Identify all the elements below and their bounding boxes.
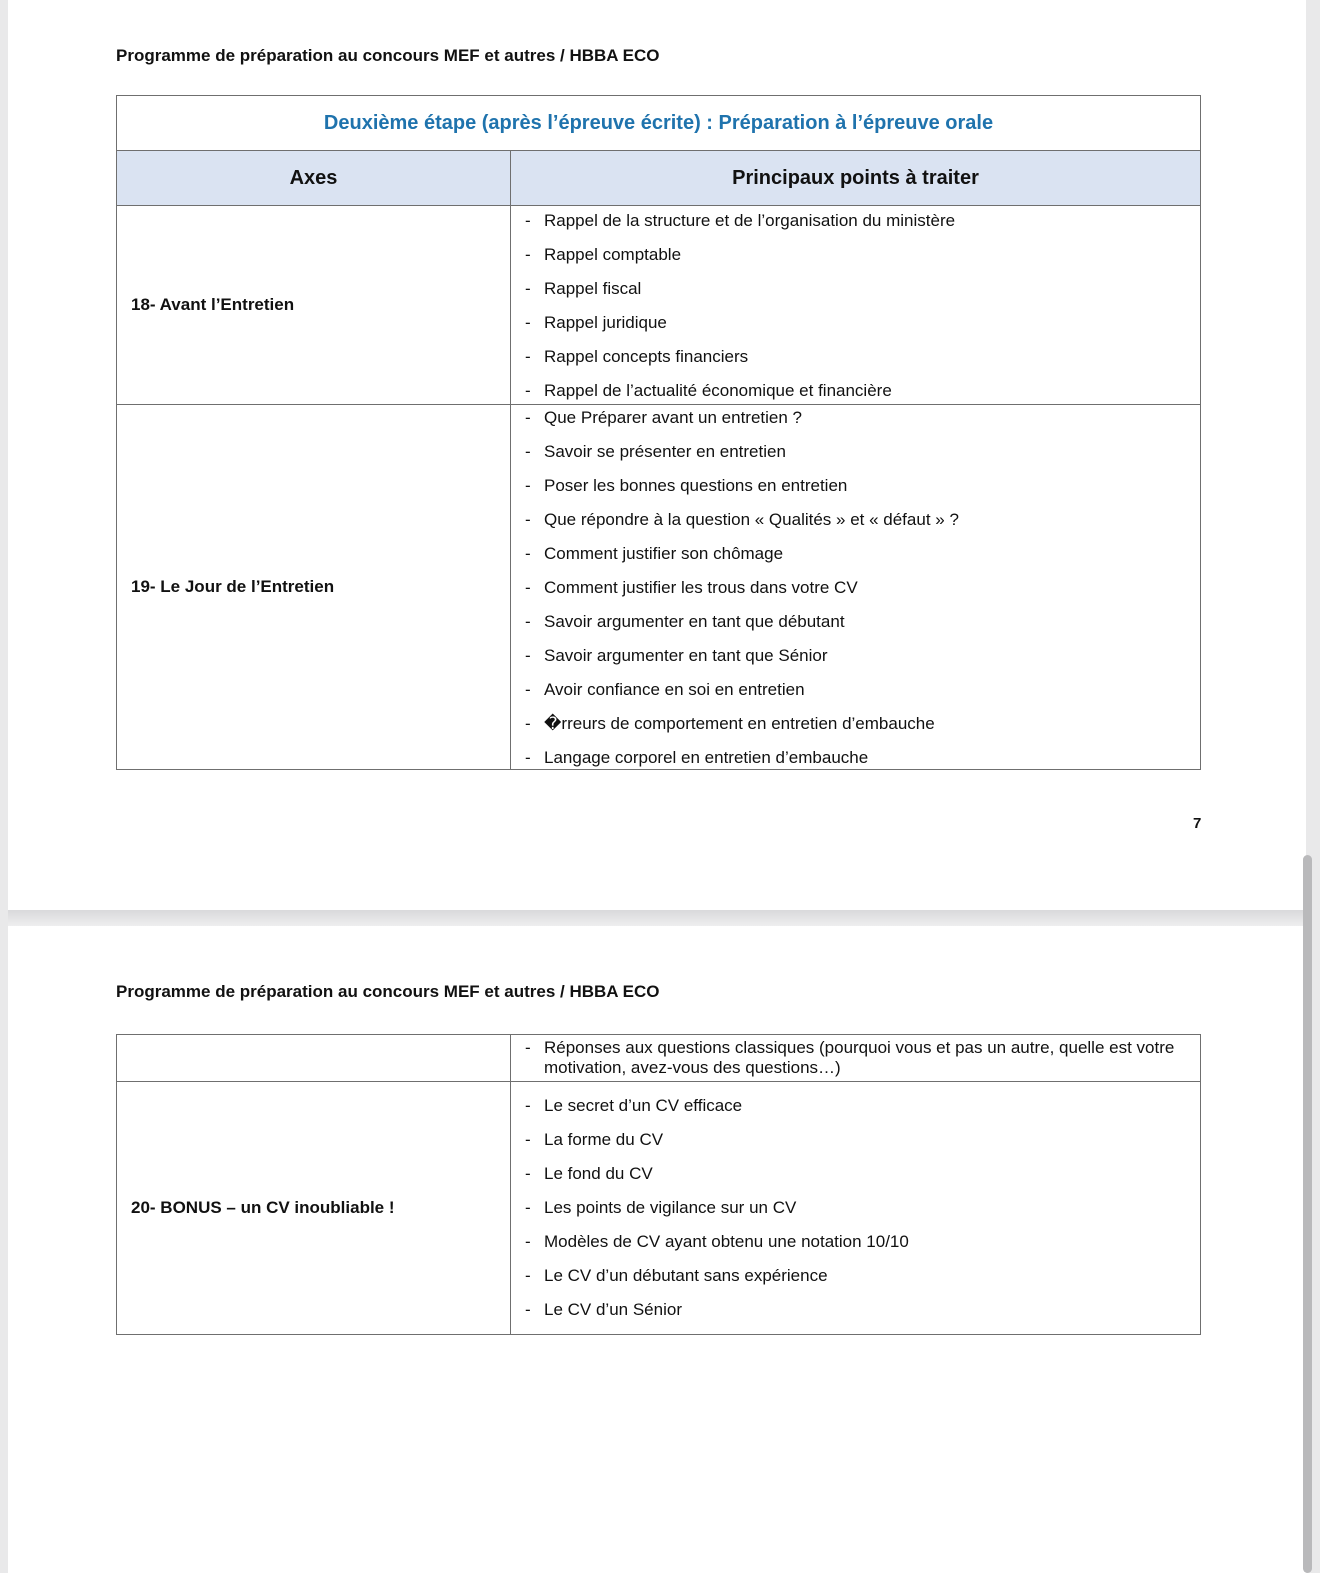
axe-label: 18- Avant l’Entretien [117,206,511,405]
list-item: - Les points de vigilance sur un CV [525,1198,1190,1218]
axe-label: 19- Le Jour de l’Entretien [117,405,511,770]
list-item: - Poser les bonnes questions en entretien [525,476,1190,496]
list-item: - Le fond du CV [525,1164,1190,1184]
column-header-points: Principaux points à traiter [511,151,1201,206]
oral-preparation-table-continued [116,1034,1201,1335]
page-number: 7 [1193,815,1202,832]
axe-label [117,1035,511,1082]
list-item: - La forme du CV [525,1130,1190,1150]
document-header: Programme de préparation au concours MEF et autres / HBBA ECO [116,982,660,1001]
oral-preparation-table [116,95,1201,770]
points-list [511,1035,1200,1081]
table-row [117,1082,1201,1335]
list-item: - Rappel fiscal [525,279,1190,299]
list-item: - �rreurs de comportement en entretien d’embauche [525,714,1190,734]
list-item: - Le CV d’un débutant sans expérience [525,1266,1190,1286]
list-item: - Comment justifier son chômage [525,544,1190,564]
table-row [117,206,1201,405]
document-page-7 [8,0,1306,910]
column-header-axes: Axes [117,151,511,206]
list-item: - Rappel de la structure et de l’organisation du ministère [525,211,1190,231]
axe-label: 20- BONUS – un CV inoubliable ! [117,1082,511,1335]
list-item: - Rappel concepts financiers [525,347,1190,367]
list-item: - Savoir argumenter en tant que Sénior [525,646,1190,666]
list-item: - Modèles de CV ayant obtenu une notation 10/10 [525,1232,1190,1252]
list-item: - Que Préparer avant un entretien ? [525,408,1190,428]
list-item: - Le secret d’un CV efficace [525,1096,1190,1116]
points-list [511,405,1200,769]
list-item: - Langage corporel en entretien d’embauche [525,748,1190,768]
list-item: - Que répondre à la question « Qualités » et « défaut » ? [525,510,1190,530]
list-item: - Savoir argumenter en tant que débutant [525,612,1190,632]
points-list [511,206,1200,404]
points-list [511,1082,1200,1334]
table-row [117,405,1201,770]
page-separator [8,910,1306,926]
table-title: Deuxième étape (après l’épreuve écrite) : Préparation à l’épreuve orale [117,96,1201,151]
list-item: - Réponses aux questions classiques (pourquoi vous et pas un autre, quelle est votre motivation, avez-vous des questions…) [525,1038,1190,1078]
vertical-scrollbar[interactable] [1303,855,1312,1573]
list-item: - Rappel comptable [525,245,1190,265]
list-item: - Le CV d’un Sénior [525,1300,1190,1320]
table-row [117,1035,1201,1082]
list-item: - Comment justifier les trous dans votre CV [525,578,1190,598]
list-item: - Avoir confiance en soi en entretien [525,680,1190,700]
document-header: Programme de préparation au concours MEF et autres / HBBA ECO [116,46,660,65]
list-item: - Savoir se présenter en entretien [525,442,1190,462]
list-item: - Rappel de l’actualité économique et financière [525,381,1190,401]
list-item: - Rappel juridique [525,313,1190,333]
document-page-8 [8,926,1306,1573]
